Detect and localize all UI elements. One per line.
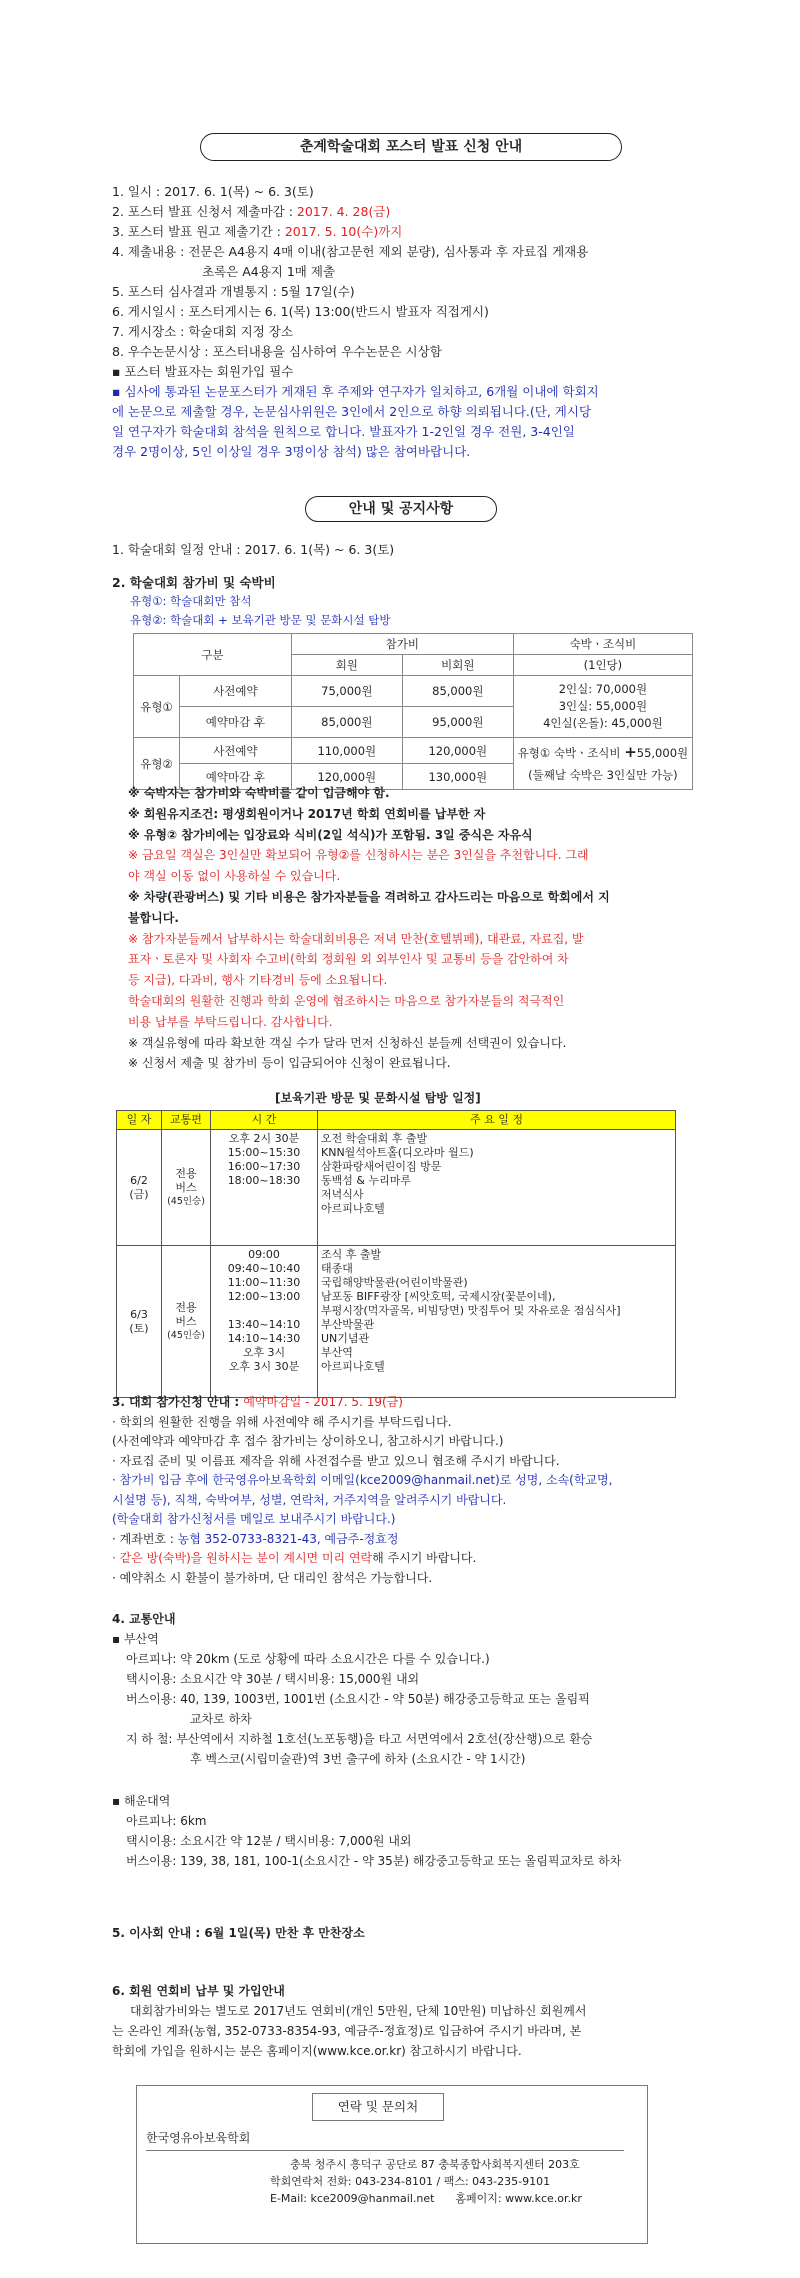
tour-date: 6/3 (토) xyxy=(117,1246,162,1398)
tour-table xyxy=(116,1110,676,1398)
apply-line: · 학회의 원활한 진행을 위해 사전예약 해 주시기를 부탁드립니다. xyxy=(112,1414,452,1429)
apply-line: (사전예약과 예약마감 후 접수 참가비는 상이하오니, 참고하시기 바랍니다.) xyxy=(112,1434,504,1448)
contact-org: 한국영유아보육학회 xyxy=(146,2131,251,2145)
contact-phone: 학회연락처 전화: 043-234-8101 / 팩스: 043-235-9101 xyxy=(270,2175,551,2188)
item-manuscript-deadline: 3. 포스터 발표 원고 제출기간 : 2017. 5. 10(수)까지 xyxy=(112,224,403,239)
item-submission: 4. 제출내용 : 전문은 A4용지 4매 이내(참고문헌 제외 분량), 심사통과 후 자료집 게재용 xyxy=(112,244,589,259)
apply-line: · 참가비 입금 후에 한국영유아보육학회 이메일(kce2009@hanmail.net)로 성명, 소속(학교명, xyxy=(112,1473,613,1487)
board-meeting: 5. 이사회 안내 : 6월 1일(목) 만찬 후 만찬장소 xyxy=(112,1926,365,1940)
item-date: 1. 일시 : 2017. 6. 1(목) ~ 6. 3(토) xyxy=(112,184,314,199)
item-submission-cont: 초록은 A4용지 1매 제출 xyxy=(202,264,335,279)
note-line: 불합니다. xyxy=(128,910,179,925)
lodging-line: 3인실: 55,000원 xyxy=(558,699,648,713)
note-line: ※ 숙박자는 참가비와 숙박비를 같이 입금해야 함. xyxy=(128,786,390,800)
apply-line: · 자료집 준비 및 이름표 제작을 위해 사전접수를 받고 있으니 협조해 주시기 바랍니다. xyxy=(112,1453,560,1468)
item-posting-place: 7. 게시장소 : 학술대회 지정 장소 xyxy=(112,324,293,339)
fee-type2-label: 유형② xyxy=(134,738,180,790)
section-title: 안내 및 공지사항 xyxy=(305,496,497,522)
traffic-line: 아르피나: 6km xyxy=(126,1814,207,1828)
traffic-line: 택시이용: 소요시간 약 12분 / 택시비용: 7,000원 내외 xyxy=(126,1834,412,1848)
tour-header-transport: 교통편 xyxy=(162,1111,211,1130)
traffic-line: 아르피나: 약 20km (도로 상황에 따라 소요시간은 다를 수 있습니다.) xyxy=(126,1652,490,1666)
fee-value: 110,000원 xyxy=(291,738,402,764)
tour-header-date: 일 자 xyxy=(117,1111,162,1130)
fee-pre-label: 사전예약 xyxy=(180,676,292,707)
traffic-busan-station: ▪ 부산역 xyxy=(112,1632,159,1646)
notice-line: 경우 2명이상, 5인 이상일 경우 3명이상 참석) 많은 참여바랍니다. xyxy=(112,444,471,459)
apply-heading: 3. 대회 참가신청 안내 : 예약마감일 - 2017. 5. 19(금) xyxy=(112,1395,403,1409)
fee-value: 85,000원 xyxy=(291,707,402,738)
fee-type2-desc: 유형②: 학술대회 + 보육기관 방문 및 문화시설 탐방 xyxy=(130,613,391,627)
fee-header-lodging: 숙박ㆍ조식비 xyxy=(513,634,692,655)
traffic-line: 지 하 철: 부산역에서 지하철 1호선(노포동행)을 타고 서면역에서 2호선(장산행)으로 환승 xyxy=(126,1732,593,1746)
note-line: 야 객실 이동 없이 사용하실 수 있습니다. xyxy=(128,869,341,884)
fee-header-member: 회원 xyxy=(291,655,402,676)
fees-heading: 2. 학술대회 참가비 및 숙박비 xyxy=(112,575,276,590)
fee-value: 120,000원 xyxy=(291,764,402,790)
traffic-line: 교차로 하차 xyxy=(190,1712,252,1726)
membership-section xyxy=(112,1981,712,2061)
fee-header-lodging-sub: (1인당) xyxy=(513,655,692,676)
item-result: 5. 포스터 심사결과 개별통지 : 5월 17일(수) xyxy=(112,284,355,299)
traffic-heading: 4. 교통안내 xyxy=(112,1612,176,1626)
tour-date: 6/2 (금) xyxy=(117,1130,162,1246)
item-membership-required: ▪ 포스터 발표자는 회원가입 필수 xyxy=(112,364,294,379)
traffic-line: 후 벡스코(시립미술관)역 3번 출구에 하차 (소요시간 - 약 1시간) xyxy=(190,1752,526,1766)
contact-email: E-Mail: kce2009@hanmail.net 홈페이지: www.kce.or.kr xyxy=(270,2192,582,2205)
fee-pre-label: 사전예약 xyxy=(180,738,292,764)
membership-heading: 6. 회원 연회비 납부 및 가입안내 xyxy=(112,1984,285,1998)
note-line: 비용 납부를 부탁드립니다. 감사합니다. xyxy=(128,1014,333,1029)
tour-transport-cell xyxy=(162,1246,211,1398)
contact-divider xyxy=(146,2150,624,2151)
fee-value: 120,000원 xyxy=(402,738,513,764)
traffic-line: 버스이용: 40, 139, 1003번, 1001번 (소요시간 - 약 50분) 해강중고등학교 또는 올림픽 xyxy=(126,1692,590,1706)
lodging-cell-type2 xyxy=(513,738,692,790)
apply-room: · 같은 방(숙박)을 원하시는 분이 계시면 미리 연락해 주시기 바랍니다. xyxy=(112,1551,477,1565)
contact-title: 연락 및 문의처 xyxy=(312,2093,444,2121)
note-line: ※ 금요일 객실은 3인실만 확보되어 유형②를 신청하시는 분은 3인실을 추천합니다. 그래 xyxy=(128,848,589,863)
membership-line: 는 온라인 계좌(농협, 352-0733-8354-93, 예금주-정효정)로 입금하여 주시기 바라며, 본 xyxy=(112,2024,582,2038)
note-line: ※ 객실유형에 따라 확보한 객실 수가 달라 먼저 신청하신 분들께 선택권이 있습니다. xyxy=(128,1035,567,1050)
fee-type1-desc: 유형①: 학술대회만 참석 xyxy=(130,594,252,608)
membership-line: 대회참가비와는 별도로 2017년도 연회비(개인 5만원, 단체 10만원) 미납하신 회원께서 xyxy=(130,2004,587,2018)
note-line: 표자ㆍ토론자 및 사회자 수고비(학회 정회원 외 외부인사 및 교통비 등을 감안하여 차 xyxy=(128,952,569,967)
traffic-haeundae-station: ▪ 해운대역 xyxy=(112,1794,171,1808)
notice-line: 일 연구자가 학술대회 참석을 원칙으로 합니다. 발표자가 1-2인일 경우 전원, 3-4인일 xyxy=(112,424,575,439)
apply-line: 시설명 등), 직책, 숙박여부, 성별, 연락처, 거주지역을 알려주시기 바랍니다. xyxy=(112,1492,507,1507)
fee-header-nonmember: 비회원 xyxy=(402,655,513,676)
notice-line: ▪ 심사에 통과된 논문포스터가 게재된 후 주제와 연구자가 일치하고, 6개월 이내에 학회지 xyxy=(112,384,599,399)
contact-address: 충북 청주시 흥덕구 공단로 87 충북종합사회복지센터 203호 xyxy=(290,2158,580,2171)
note-line: ※ 신청서 제출 및 참가비 등이 입금되어야 신청이 완료됩니다. xyxy=(128,1056,451,1071)
apply-line: · 예약취소 시 환불이 불가하며, 단 대리인 참석은 가능합니다. xyxy=(112,1570,433,1585)
note-line: ※ 차량(관광버스) 및 기타 비용은 참가자분들을 격려하고 감사드리는 마음으로 학회에서 지 xyxy=(128,889,610,904)
fee-value: 85,000원 xyxy=(402,676,513,707)
fee-value: 75,000원 xyxy=(291,676,402,707)
fee-post-label: 예약마감 후 xyxy=(180,707,292,738)
apply-line: (학술대회 참가신청서를 메일로 보내주시기 바랍니다.) xyxy=(112,1512,396,1526)
tour-transport: 전용 버스 xyxy=(175,1166,197,1194)
tour-plans: 오전 학술대회 후 출발 KNN월석아트홀(디오라마 월드) 삼환파랑새어린이집 방문 동백섬 & 누리마루 저녁식사 아르피나호텔 xyxy=(318,1130,676,1246)
tour-transport: 전용 버스 xyxy=(175,1300,197,1328)
fee-value: 95,000원 xyxy=(402,707,513,738)
tour-transport-cell xyxy=(162,1130,211,1246)
fee-value: 130,000원 xyxy=(402,764,513,790)
lodging-line: 4인실(온돌): 45,000원 xyxy=(543,716,663,730)
poster-info-list xyxy=(112,182,732,462)
traffic-line: 버스이용: 139, 38, 181, 100-1(소요시간 - 약 35분) 해강중고등학교 또는 올림픽교차로 하차 xyxy=(126,1854,622,1868)
tour-plans: 조식 후 출발 태종대 국립해양박물관(어린이박물관) 남포동 BIFF광장 [씨앗호떡, 국제시장(꽃분이네), 부평시장(먹자골목, 비빔당면) 맛집투어 및 자유로운 점심식사] 부산박물관 UN기념관 부산역 아르피나호텔 xyxy=(318,1246,676,1398)
note-line: 학술대회의 원활한 진행과 학회 운영에 협조하시는 마음으로 참가자분들의 적극적인 xyxy=(128,993,565,1008)
lodging-cell-type1 xyxy=(513,676,692,738)
notice-line: 에 논문으로 제출할 경우, 논문심사위원은 3인에서 2인으로 하향 의뢰됩니다.(단, 게시당 xyxy=(112,404,592,419)
apply-section xyxy=(112,1393,712,1588)
tour-capacity: (45인승) xyxy=(167,1329,205,1341)
apply-account: · 계좌번호 : 농협 352-0733-8321-43, 예금주-정효정 xyxy=(112,1531,399,1546)
traffic-section xyxy=(112,1609,712,1871)
fee-post-label: 예약마감 후 xyxy=(180,764,292,790)
note-line: ※ 참가자분들께서 납부하시는 학술대회비용은 저녁 만찬(호텔뷔페), 대관료, 자료집, 발 xyxy=(128,931,584,946)
item-posting-time: 6. 게시일시 : 포스터게시는 6. 1(목) 13:00(반드시 발표자 직접게시) xyxy=(112,304,489,319)
lodging-line: 2인실: 70,000원 xyxy=(558,682,648,696)
fee-header-fee: 참가비 xyxy=(291,634,513,655)
schedule-line: 1. 학술대회 일정 안내 : 2017. 6. 1(목) ~ 6. 3(토) xyxy=(112,542,395,557)
fee-header-kind: 구분 xyxy=(134,634,292,676)
fee-type1-label: 유형① xyxy=(134,676,180,738)
tour-capacity: (45인승) xyxy=(167,1195,205,1207)
note-line: ※ 회원유지조건: 평생회원이거나 2017년 학회 연회비를 납부한 자 xyxy=(128,806,486,821)
page-title: 춘계학술대회 포스터 발표 신청 안내 xyxy=(200,133,622,161)
tour-header-schedule: 주 요 일 정 xyxy=(318,1111,676,1130)
item-award: 8. 우수논문시상 : 포스터내용을 심사하여 우수논문은 시상함 xyxy=(112,344,442,359)
fee-table xyxy=(133,633,693,790)
tour-title: [보육기관 방문 및 문화시설 탐방 일정] xyxy=(275,1091,481,1105)
note-line: ※ 유형② 참가비에는 입장료와 식비(2일 석식)가 포함됨. 3일 중식은 자유식 xyxy=(128,827,533,842)
tour-header-time: 시 간 xyxy=(211,1111,318,1130)
lodging-line: (둘째날 숙박은 3인실만 가능) xyxy=(528,768,678,782)
item-application-deadline: 2. 포스터 발표 신청서 제출마감 : 2017. 4. 28(금) xyxy=(112,204,391,219)
membership-line: 학회에 가입을 원하시는 분은 홈페이지(www.kce.or.kr) 참고하시기 바랍니다. xyxy=(112,2044,522,2058)
tour-times: 오후 2시 30분 15:00~15:30 16:00~17:30 18:00~18:30 xyxy=(211,1130,318,1246)
fee-notes xyxy=(128,783,688,1074)
traffic-line: 택시이용: 소요시간 약 30분 / 택시비용: 15,000원 내외 xyxy=(126,1672,420,1686)
tour-times: 09:00 09:40~10:40 11:00~11:30 12:00~13:00 13:40~14:10 14:10~14:30 오후 3시 오후 3시 30분 xyxy=(211,1246,318,1398)
lodging-line: 유형① 숙박ㆍ조식비 +55,000원 xyxy=(517,743,689,761)
note-line: 등 지급), 다과비, 행사 기타경비 등에 소요됩니다. xyxy=(128,973,388,988)
